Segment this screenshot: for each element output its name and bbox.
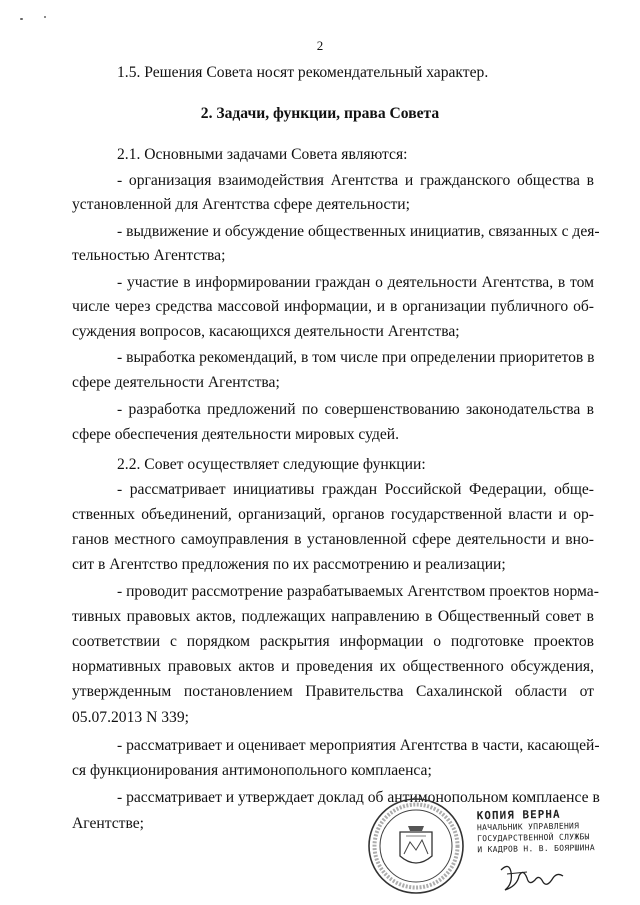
paragraph-2-2: 2.2. Совет осуществляет следующие функции: <box>117 456 426 473</box>
text-line: тельностью Агентства; <box>72 247 226 264</box>
stamp-line: И КАДРОВ Н. В. БОЯРШИНА <box>477 843 596 855</box>
page-number: 2 <box>316 38 324 53</box>
stamp-line: НАЧАЛЬНИК УПРАВЛЕНИЯ <box>476 821 580 833</box>
official-seal <box>366 796 466 896</box>
text-line: - рассматривает и оценивает мероприятия Агентства в части, касающей- <box>117 737 600 754</box>
stamp-line: ГОСУДАРСТВЕННОЙ СЛУЖБЫ <box>477 832 590 844</box>
text-line: утвержденным постановлением Правительства Сахалинской области от <box>72 683 594 700</box>
section-heading: 2. Задачи, функции, права Совета <box>200 105 440 122</box>
text-line: ганов местного самоуправления в установленной сфере деятельности и вно- <box>72 531 594 548</box>
text-line: числе через средства массовой информации, и в организации публичного об- <box>72 298 594 315</box>
text-line: сфере обеспечения деятельности мировых судей. <box>72 426 400 443</box>
scan-speck <box>20 18 23 20</box>
text-line: - рассматривает и утверждает доклад об антимонопольном комплаенсе в <box>117 789 600 806</box>
text-line: установленной для Агентства сфере деятельности; <box>72 196 410 213</box>
stamp-title: КОПИЯ ВЕРНА <box>476 807 561 823</box>
text-line: ственных объединений, организаций, органов государственной власти и ор- <box>72 506 594 523</box>
text-line: - выдвижение и обсуждение общественных инициатив, связанных с дея- <box>117 223 600 240</box>
text-line: соответствии с порядком раскрытия информации о подготовке проектов <box>72 633 594 650</box>
text-line: суждения вопросов, касающихся деятельности Агентства; <box>72 323 460 340</box>
text-line: ся функционирования антимонопольного комплаенса; <box>72 762 432 779</box>
paragraph-1-5: 1.5. Решения Совета носят рекомендательный характер. <box>117 64 489 81</box>
text-line: тивных правовых актов, подлежащих направлению в Общественный совет в <box>72 608 594 625</box>
copy-certification-stamp <box>477 807 618 855</box>
paragraph-2-1: 2.1. Основными задачами Совета являются: <box>117 146 408 163</box>
text-line: сфере деятельности Агентства; <box>72 374 280 391</box>
text-line: - участие в информировании граждан о деятельности Агентства, в том <box>117 274 594 291</box>
text-line: нормативных правовых актов и проведения их общественного обсуждения, <box>72 658 594 675</box>
handwritten-signature <box>497 860 567 896</box>
text-line: - организация взаимодействия Агентства и гражданского общества в <box>117 172 594 189</box>
text-line: - проводит рассмотрение разрабатываемых Агентством проектов норма- <box>117 583 599 600</box>
text-line: - выработка рекомендаций, в том числе при определении приоритетов в <box>117 349 595 366</box>
text-line: - рассматривает инициативы граждан Российской Федерации, обще- <box>117 481 594 498</box>
text-line: Агентстве; <box>72 815 144 832</box>
text-line: 05.07.2013 N 339; <box>72 709 189 726</box>
scan-speck <box>44 16 46 18</box>
text-line: - разработка предложений по совершенствованию законодательства в <box>117 401 594 418</box>
text-line: сит в Агентство предложения по их рассмотрению и реализации; <box>72 556 506 573</box>
